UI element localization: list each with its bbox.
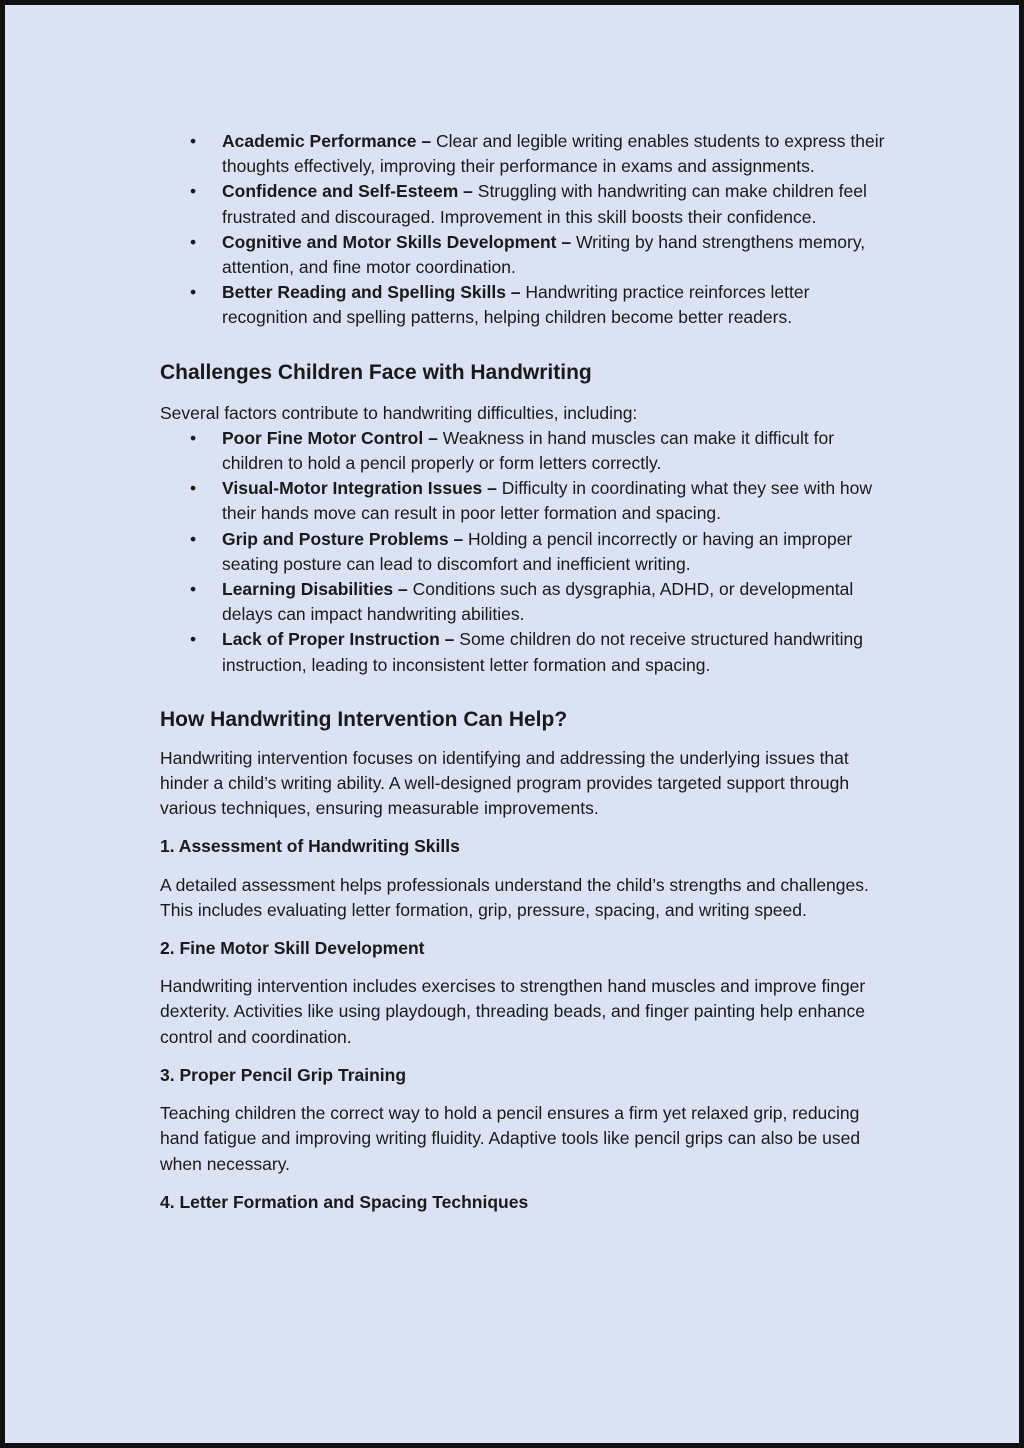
step-body-pencil-grip: Teaching children the correct way to hold a pencil ensures a firm yet relaxed grip, reducing hand fatigue and improving writing fluidity. Adaptive tools like pencil grips can also be used when necessary. (160, 1103, 861, 1174)
intervention-heading: How Handwriting Intervention Can Help? (160, 707, 568, 731)
challenges-list (160, 426, 885, 678)
list-item (160, 627, 885, 677)
list-item (160, 527, 885, 577)
list-item-term: Poor Fine Motor Control – (222, 427, 438, 448)
list-item (160, 476, 885, 526)
benefits-list (160, 129, 885, 331)
bullet-icon: • (190, 181, 197, 202)
list-item-term: Better Reading and Spelling Skills – (222, 282, 521, 303)
list-item-text: Holding a pencil incorrectly or having an improper seating posture can lead to discomfort and inefficient writing. (222, 528, 853, 574)
step-title-fine-motor: 2. Fine Motor Skill Development (160, 938, 425, 959)
list-item-term: Grip and Posture Problems – (222, 528, 464, 549)
step-title-pencil-grip: 3. Proper Pencil Grip Training (160, 1064, 407, 1085)
step-title-letter-formation: 4. Letter Formation and Spacing Techniques (160, 1191, 529, 1212)
list-item-term: Confidence and Self-Esteem – (222, 181, 473, 202)
page-content (160, 129, 885, 1215)
list-item-text: Struggling with handwriting can make children feel frustrated and discouraged. Improvement in this skill boosts their confidence. (222, 181, 867, 227)
bullet-icon: • (190, 427, 197, 448)
list-item-text: Some children do not receive structured handwriting instruction, leading to inconsistent letter formation and spacing. (222, 629, 863, 675)
intervention-intro: Handwriting intervention focuses on identifying and addressing the underlying issues that hinder a child’s writing ability. A well-designed program provides targeted support through various techniques, ensuring measurable improvements. (160, 747, 850, 819)
step-title-assessment: 1. Assessment of Handwriting Skills (160, 836, 460, 857)
step-body-assessment: A detailed assessment helps professionals understand the child’s strengths and challenges. This includes evaluating letter formation, grip, pressure, spacing, and writing speed. (160, 874, 869, 920)
step-body-fine-motor: Handwriting intervention includes exercises to strengthen hand muscles and improve finger dexterity. Activities like using playdough, threading beads, and finger painting help enhance control and coordination. (160, 976, 866, 1047)
list-item-term: Learning Disabilities – (222, 579, 408, 600)
bullet-icon: • (190, 131, 197, 151)
list-item-text: Writing by hand strengthens memory, attention, and fine motor coordination. (222, 231, 866, 278)
list-item-text: Difficulty in coordinating what they see with how their hands move can result in poor letter formation and spacing. (222, 478, 873, 524)
challenges-intro: Several factors contribute to handwriting difficulties, including: (160, 402, 638, 423)
list-item-term: Academic Performance – (222, 131, 432, 151)
list-item-text: Clear and legible writing enables students to express their thoughts effectively, improving their performance in exams and assignments. (222, 131, 885, 177)
list-item-text: Weakness in hand muscles can make it difficult for children to hold a pencil properly or form letters correctly. (222, 427, 835, 474)
list-item (160, 426, 885, 476)
list-item (160, 129, 885, 179)
bullet-icon: • (190, 528, 197, 549)
list-item-text: Handwriting practice reinforces letter recognition and spelling patterns, helping children become better readers. (222, 282, 810, 328)
challenges-heading: Challenges Children Face with Handwriting (160, 360, 592, 384)
bullet-icon: • (190, 231, 197, 252)
list-item-term: Cognitive and Motor Skills Development – (222, 231, 572, 252)
list-item (160, 230, 885, 280)
bullet-icon: • (190, 478, 197, 499)
list-item (160, 280, 885, 330)
bullet-icon: • (190, 579, 197, 600)
bullet-icon: • (190, 282, 197, 303)
list-item (160, 179, 885, 229)
list-item (160, 577, 885, 627)
bullet-icon: • (190, 629, 197, 650)
list-item-term: Lack of Proper Instruction – (222, 629, 455, 650)
list-item-text: Conditions such as dysgraphia, ADHD, or developmental delays can impact handwriting abilities. (222, 579, 854, 625)
list-item-term: Visual-Motor Integration Issues – (222, 478, 497, 499)
